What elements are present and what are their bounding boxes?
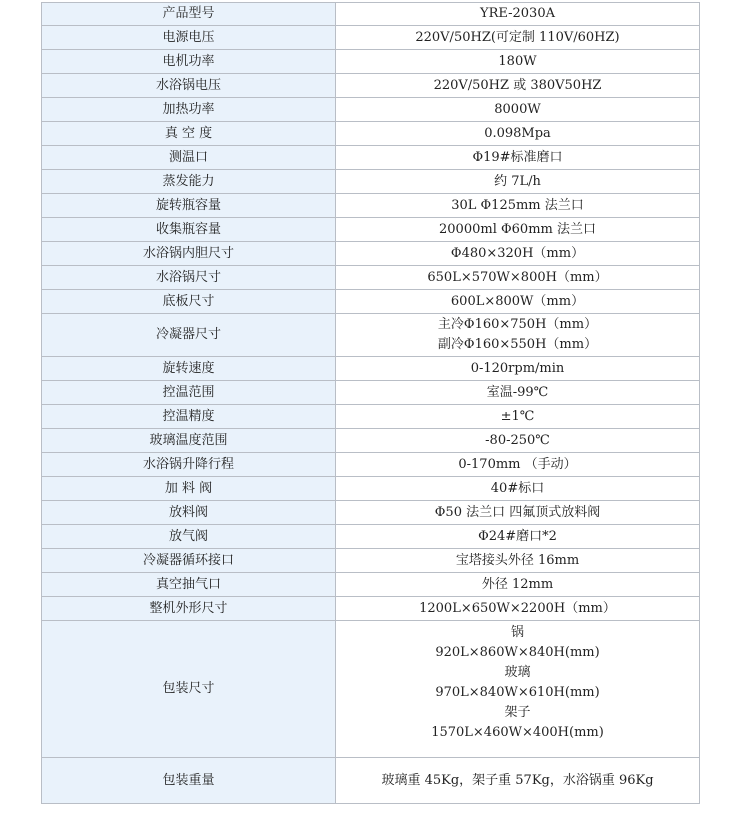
spec-row [42,290,700,314]
spec-value-line: 外径 12mm [481,576,554,592]
spec-value-line: 室温-99℃ [486,384,549,400]
spec-value [336,98,700,122]
spec-value-line: YRE-2030A [480,6,555,21]
spec-label: 底板尺寸 [42,290,336,314]
spec-row [42,122,700,146]
spec-value-line: 0-170mm （手动） [458,456,577,472]
spec-value-line: 主冷Φ160×750H（mm） [437,317,598,332]
spec-row [42,525,700,549]
spec-value [336,453,700,477]
spec-value-line: 40#标口 [490,480,545,496]
spec-row [42,170,700,194]
spec-row [42,3,700,26]
spec-row [42,477,700,501]
spec-label: 测温口 [42,146,336,170]
spec-value [336,381,700,405]
spec-value-line: 650L×570W×800H（mm） [427,269,608,285]
spec-label: 整机外形尺寸 [42,597,336,621]
spec-row [42,242,700,266]
spec-row [42,405,700,429]
spec-row [42,26,700,50]
spec-label: 冷凝器尺寸 [42,314,336,357]
spec-value [336,290,700,314]
spec-value [336,525,700,549]
spec-value [336,621,700,758]
spec-label: 真 空 度 [42,122,336,146]
spec-row [42,429,700,453]
spec-value [336,146,700,170]
spec-label: 包装尺寸 [42,621,336,758]
spec-value-line: 1200L×650W×2200H（mm） [419,600,616,616]
spec-row [42,381,700,405]
spec-value [336,242,700,266]
spec-table [41,2,700,804]
spec-value-line: -80-250℃ [485,432,550,448]
spec-value [336,218,700,242]
spec-label: 蒸发能力 [42,170,336,194]
spec-value-line: 宝塔接头外径 16mm [455,552,580,568]
spec-row [42,314,700,357]
spec-value-line: 20000ml Φ60mm 法兰口 [439,221,596,237]
spec-value-line: 副冷Φ160×550H（mm） [437,337,598,352]
spec-value-line: 架子 [504,705,531,720]
spec-value-line: 180W [498,53,537,69]
spec-value [336,429,700,453]
spec-label: 冷凝器循环接口 [42,549,336,573]
spec-value [336,597,700,621]
spec-value-line: Φ480×320H（mm） [450,245,585,261]
spec-row [42,98,700,122]
spec-row [42,50,700,74]
spec-row [42,218,700,242]
spec-value [336,573,700,597]
spec-label: 放料阀 [42,501,336,525]
spec-label: 加 料 阀 [42,477,336,501]
spec-value [336,170,700,194]
spec-label: 水浴锅电压 [42,74,336,98]
spec-value-line: 0-120rpm/min [470,360,565,376]
spec-row [42,357,700,381]
spec-value-line: 220V/50HZ(可定制 110V/60HZ) [415,29,620,45]
spec-label: 电机功率 [42,50,336,74]
spec-label: 真空抽气口 [42,573,336,597]
spec-row [42,621,700,758]
spec-value-line: ±1℃ [500,408,535,424]
spec-value [336,501,700,525]
spec-value-line: 8000W [494,101,541,117]
spec-value-line: 玻璃 [504,665,531,680]
spec-label: 收集瓶容量 [42,218,336,242]
spec-value-line: 30L Φ125mm 法兰口 [451,197,584,213]
spec-value-line: 220V/50HZ 或 380V50HZ [433,77,602,93]
spec-label: 旋转速度 [42,357,336,381]
spec-table-body [42,3,700,804]
spec-row [42,194,700,218]
spec-value [336,477,700,501]
spec-value [336,194,700,218]
spec-row [42,549,700,573]
spec-value-line: Φ50 法兰口 四氟顶式放料阀 [434,504,601,520]
spec-row [42,266,700,290]
spec-label: 水浴锅内胆尺寸 [42,242,336,266]
spec-row [42,74,700,98]
spec-value [336,122,700,146]
spec-label: 加热功率 [42,98,336,122]
spec-value [336,357,700,381]
spec-value [336,405,700,429]
spec-label: 旋转瓶容量 [42,194,336,218]
spec-row [42,501,700,525]
spec-value [336,26,700,50]
spec-label: 控温范围 [42,381,336,405]
spec-label: 产品型号 [42,3,336,26]
spec-row [42,453,700,477]
spec-value [336,314,700,357]
spec-value-line: 920L×860W×840H(mm) [435,645,600,660]
spec-value [336,549,700,573]
spec-value-line: 970L×840W×610H(mm) [435,685,600,700]
spec-value [336,758,700,804]
spec-value-line: Φ19#标准磨口 [472,149,563,165]
spec-value-line: 锅 [510,625,524,640]
spec-value-line: 1570L×460W×400H(mm) [431,725,604,740]
spec-label: 控温精度 [42,405,336,429]
spec-value-line: 0.098Mpa [484,125,551,141]
spec-label: 包装重量 [42,758,336,804]
spec-row [42,758,700,804]
spec-label: 玻璃温度范围 [42,429,336,453]
spec-row [42,146,700,170]
spec-value [336,266,700,290]
spec-label: 电源电压 [42,26,336,50]
spec-value-line: 600L×800W（mm） [450,293,585,309]
spec-value-line: 玻璃重 45Kg，架子重 57Kg，水浴锅重 96Kg [381,772,654,788]
spec-value-line: 约 7L/h [494,173,541,189]
spec-value [336,74,700,98]
spec-row [42,597,700,621]
spec-value [336,3,700,26]
spec-label: 放气阀 [42,525,336,549]
spec-label: 水浴锅升降行程 [42,453,336,477]
spec-value [336,50,700,74]
spec-value-line: Φ24#磨口*2 [478,528,557,544]
spec-label: 水浴锅尺寸 [42,266,336,290]
spec-row [42,573,700,597]
